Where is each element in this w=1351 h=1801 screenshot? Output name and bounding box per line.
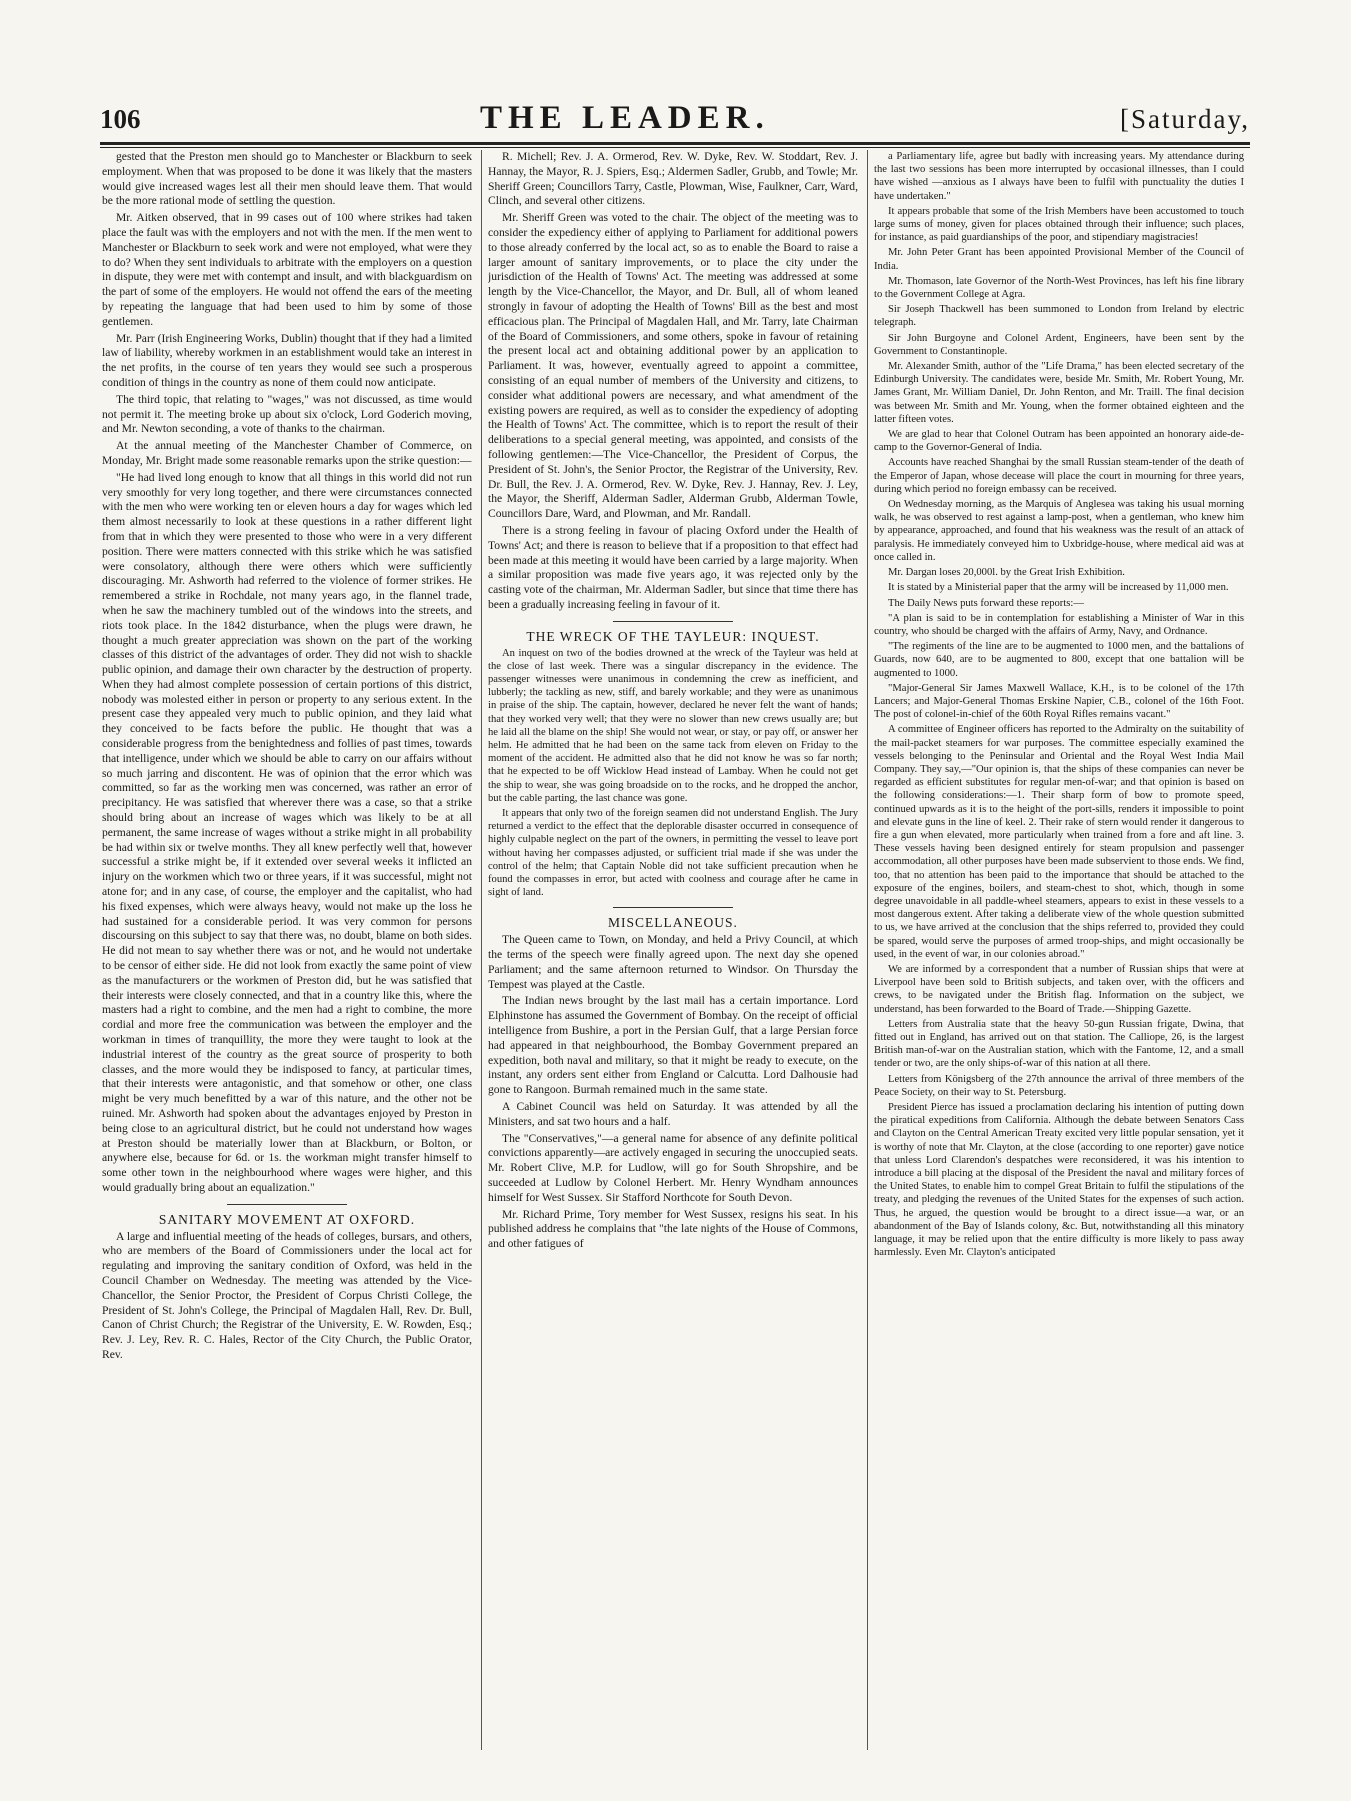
- paragraph: A committee of Engineer officers has reported to the Admiralty on the suitability of the mail-packet steamers for war purposes. The committee especially examined the vessels belonging to the Peninsular and Oriental and the Royal West India Mail Company. They say,—"Our opinion is, that the ships of these companies can never be regarded as efficient substitutes for regular men-of-war; and that opinion is based on the following considerations:—1. Their sharp form of bow to promote speed, continued upwards as it is to the height of the port-sills, renders it impossible to point and elevate guns in the line of keel. 2. Their rake of stern would render it dangerous to fire a gun when elevated, more particularly when trained from a fore and aft line. 3. These vessels having been designed entirely for steam propulsion and passenger accommodation, all other purposes have been made subservient to those ends. We find, too, that no attention has been paid to the importance that should be attached to the exposure of the engines, boilers, and steam-chest to shot, which, though in some degree unavoidable in all paddle-wheel steamers, appears to exist in these vessels to a most dangerous extent. After taking a deliberate view of the whole question submitted to us, we have arrived at the conclusion that the ships referred to, provided they could be spared, would serve the purposes of armed troop-ships, and might occasionally be used, in the event of war, in our colonies abroad.": [874, 724, 1244, 960]
- column-2: [488, 150, 858, 1770]
- paragraph: Letters from Australia state that the heavy 50-gun Russian frigate, Dwina, that fitted out in England, has arrived out on that station. The Calliope, 26, is the largest British man-of-war on the Australian station, which with the Fantome, 12, and a small tender or two, are the only ships-of-war of this nation at all there.: [874, 1018, 1244, 1070]
- paragraph: There is a strong feeling in favour of placing Oxford under the Health of Towns' Act; and there is reason to believe that if a proposition to that effect had been made at this meeting it would have been carried by a large majority. When a similar proposition was made five years ago, it was rejected only by the casting vote of the chairman, Mr. Alderman Sadler, but since that time there has been a gradually increasing feeling in favour of it.: [488, 523, 858, 611]
- section-heading-wreck: THE WRECK OF THE TAYLEUR: INQUEST.: [526, 628, 820, 644]
- paragraph: A large and influential meeting of the heads of colleges, bursars, and others, who are members of the Board of Commissioners under the local act for regulating and improving the sanitary condition of Oxford, was held in the Council Chamber on Wednesday. The meeting was attended by the Vice-Chancellor, the Senior Proctor, the President of Corpus Christi College, the President of St. John's College, the Principal of Magdalen Hall, Rev. Dr. Bull, Canon of Christ Church; the Registrar of the University, E. W. Rowden, Esq.; Rev. J. Ley, Rev. R. C. Hales, Rector of the City Church, the Public Orator, Rev.: [102, 1229, 472, 1361]
- paragraph: "Major-General Sir James Maxwell Wallace, K.H., is to be colonel of the 17th Lancers; and Major-General Thomas Erskine Napier, C.B., colonel of the 16th Foot. The post of colonel-in-chief of the 60th Royal Rifles remains vacant.": [874, 682, 1244, 721]
- column-3: [874, 150, 1244, 1770]
- paragraph: Mr. Parr (Irish Engineering Works, Dublin) thought that if they had a limited law of liability, whereby workmen in an establishment would take an interest in the net profits, in the course of ten years they would see such a prosperous condition of things in the country as none of them could now anticipate.: [102, 331, 472, 389]
- paragraph: Sir John Burgoyne and Colonel Ardent, Engineers, have been sent by the Government to Constantinople.: [874, 332, 1244, 357]
- paragraph: The Indian news brought by the last mail has a certain importance. Lord Elphinstone has assumed the Government of Bombay. On the receipt of official intelligence from Bushire, a port in the Persian Gulf, that a large Persian force had appeared in that neighbourhood, the Bombay Government prepared an expedition, both naval and military, so that it might be ready to execute, on the instant, any orders sent either from England or Calcutta. Lord Dalhousie had gone to Rangoon. Burmah remained much in the same state.: [488, 994, 858, 1097]
- masthead-rule-thin: [100, 147, 1250, 148]
- paragraph: On Wednesday morning, as the Marquis of Anglesea was taking his usual morning walk, he was observed to rest against a lamp-post, when a gentleman, who knew him by appearance, approached, and found that his weakness was the result of an attack of paralysis. He immediately conveyed him to Uxbridge-house, where medical aid was at once called in.: [874, 499, 1244, 563]
- section-separator: [613, 621, 733, 622]
- paragraph: R. Michell; Rev. J. A. Ormerod, Rev. W. Dyke, Rev. W. Stoddart, Rev. J. Hannay, the Mayor, R. J. Spiers, Esq.; Aldermen Sadler, Grubb, and Towle; Mr. Sheriff Green; Councillors Tarry, Castle, Plowman, Wise, Faulkner, Carr, Ward, Clinch, and several other citizens.: [488, 150, 858, 208]
- masthead: [100, 100, 1250, 142]
- paragraph: The Queen came to Town, on Monday, and held a Privy Council, at which the terms of the speech were finally agreed upon. The next day she opened Parliament; and the same afternoon returned to Windsor. On Thursday the Tempest was played at the Castle.: [488, 933, 858, 991]
- column-1-body: [102, 150, 472, 1196]
- paragraph: gested that the Preston men should go to Manchester or Blackburn to seek employment. When that was proposed to be done it was likely that the masters would give increased wages lest all their men should leave them. That would be the more rational mode of settling the question.: [102, 150, 472, 208]
- paragraph: The Daily News puts forward these reports:—: [888, 597, 1084, 609]
- paragraph: Mr. Sheriff Green was voted to the chair. The object of the meeting was to consider the expediency either of applying to Parliament for additional powers to those already conferred by the local act, so as to enable the Board to raise a larger amount of sanitary improvements, or to place the city under the jurisdiction of the Health of Towns' Act. The meeting was addressed at some length by the Vice-Chancellor, the Mayor, and Dr. Bull, all of whom leaned strongly in favour of adopting the Health of Towns' Bill as the best and most efficacious plan. The Principal of Magdalen Hall, and Mr. Tarry, late Chairman of the Board of Commissioners, and some others, spoke in favour of retaining the present local act and obtaining additional power by an application to Parliament. It was, however, eventually agreed to appoint a committee, consisting of an equal number of members of the University and citizens, to consider what additional powers are necessary, and what amendment of the existing powers are required, as well as to consider the expediency of adopting the Health of Towns' Act. The committee, which is to report the result of their deliberations to a special general meeting, was appointed, and consists of the following gentlemen:—The Vice-Chancellor, the President of Corpus, the President of St. John's, the Senior Proctor, the Registrar of the University, Rev. Dr. Bull, the Rev. J. A. Ormerod, Rev. W. Dyke, Rev. J. Hannay, Rev. J. Ley, the Mayor, the Sheriff, Alderman Sadler, Alderman Grubb, Alderman Towle, Councillors Dare, Ward, and Plowman, and Mr. Randall.: [488, 211, 858, 521]
- paragraph: President Pierce has issued a proclamation declaring his intention of putting down the piratical expeditions from California. Although the debate between Senators Cass and Clayton on the Central American Treaty excited very little popular sensation, yet it is worthy of note that Mr. Clayton, at the close (according to one reporter) gave notice that unless Lord Clarendon's despatches were reconsidered, it was his intention to introduce a bill placing at the disposal of the President the naval and military forces of the United States, to enable him to compel Great Britain to fulfil the stipulations of the treaty, and pledging the revenues of the United States for the expenses of such action. Thus, he argued, the question would be brought to a direct issue—a war, or an abandonment of the Bay of Islands colony, &c. But, notwithstanding all this minatory language, it may be relied upon that the entire difficulty is more likely to pass away harmlessly. Even Mr. Clayton's anticipated: [874, 1102, 1244, 1259]
- column-2-body: [488, 150, 858, 613]
- paragraph: Mr. Alexander Smith, author of the "Life Drama," has been elected secretary of the Edinburgh University. The candidates were, beside Mr. Smith, Mr. Robert Young, Mr. James Grant, Mr. William Daniel, Dr. John Renton, and Mr. Traill. The final decision was between Mr. Smith and Mr. Young, when the former obtained eighteen and the latter fifteen votes.: [874, 361, 1244, 425]
- paragraph: An inquest on two of the bodies drowned at the wreck of the Tayleur was held at the close of last week. There was a singular discrepancy in the evidence. The passenger witnesses were unanimous in condemning the crew as inefficient, and lubberly; the tackling as new, stiff, and barely workable; and they were as unanimous in praise of the ship. The captain, however, declared he never felt the want of hands; that they worked very well; that they were no slower than new crews usually are; but he laid all the blame on the ship! She would not wear, or stay, or pay off, or answer her helm. He admitted that he had been on the same tack from eleven on Friday to the moment of the accident. He admitted also that he did not know he was so far north; that he expected to be off Wicklow Head instead of Lambay. When he could not get the ship to wear, she was going broadside on to the rocks, and he dropped the anchor, but the cable parting, the last chance was gone.: [488, 647, 858, 804]
- paragraph: A Cabinet Council was held on Saturday. It was attended by all the Ministers, and sat two hours and a half.: [488, 1099, 858, 1128]
- column-divider: [481, 150, 482, 1750]
- paragraph: We are informed by a correspondent that a number of Russian ships that were at Liverpool have been sold to British subjects, and taken over, with the officers and crews, to be navigated under the British flag. Information on the subject, we understand, has been forwarded to the Board of Trade.—Shipping Gazette.: [874, 963, 1244, 1015]
- masthead-rule: [100, 142, 1250, 145]
- miscellaneous-article: [488, 933, 858, 1252]
- paragraph: "He had lived long enough to know that all things in this world did not run very smoothly for very long together, and there were circumstances connected with the men who were working ten or eleven hours a day for wages which led them almost necessarily to look at these questions in a rather different light from that in which they were presented to those who were in a very different position. There were matters connected with this strike which he was satisfied were consolatory, although there were others which were sufficiently discouraging. Mr. Ashworth had referred to the violence of former strikes. He remembered a strike in Rochdale, not many years ago, in the flannel trade, when he saw the machinery tumbled out of the windows into the streets, and riots took place. In the 1842 disturbance, when the plugs were drawn, he thought a much greater appreciation was shown on the part of the working classes of this district of the advantages of order. They did not wish to shackle public opinion, and damage their own character by the destruction of property. When they had almost complete possession of certain portions of this district, nobody was molested either in person or property to any serious extent. In the present case they appealed very much to public opinion, and they laid what they conceived to be facts before the public. He thought that was a considerable progress from the benightedness and follies of past times, towards that intelligence, under which we should be able to carry on our affairs without so much jarring and discontent. He was of opinion that the error which was committed, so far as the working men was concerned, was rather an error of precipitancy. He was satisfied that wherever there was a case, so that a strike should bring about an increase of wages which was likely to be at all permanent, the same increase of wages without a strike might in all probability be had within six or twelve months. They all knew perfectly well that, however successful a strike might be, if it extended over several weeks it inflicted an injury on the workmen which two or three years, if it was successful, might not atone for; and in any case, of course, the employer and the capitalist, who had his fixed expenses, which were always heavy, would not make up the loss he had sustained for a considerable period. It was very common for persons discoursing on this subject to say that there was, no doubt, blame on both sides. He did not mean to say whether there was or not, and he would not undertake to be censor of either side. He did not look from exactly the same point of view as the manufacturers or the workmen of Preston did, but he was satisfied that their interests were closely connected, and that in a country like this, where the masters had a right to combine, and the men had a right to combine, the more cordial and more free the communication was between the employer and the workman in times of tranquillity, the more they were taught to look at the industrial interest of the country as the great source of prosperity to both classes, and the more would they be indisposed to fancy, at particular times, that their interests were antagonistic, and that somehow or other, one class might be very much benefitted by a war of this nature, and the other not be ruined. Mr. Ashworth had spoken about the advantages enjoyed by Preston in being close to an agricultural district, but he could not understand how wages at Preston should be materially lower than at Blackburn, or Bolton, or anywhere else, because for 6d. or 1s. the workman might transfer himself to some other town in the neighbourhood where wages were higher, and this would gradually bring about an equalization.": [102, 470, 472, 1194]
- paragraph: Mr. Aitken observed, that in 99 cases out of 100 where strikes had taken place the fault was with the employers and not with the men. If the men went to Manchester or Blackburn to seek work and were not employed, what were they to do? When they sent individuals to arbitrate with the employers on a question in dispute, they were met with contempt and insult, and with blackguardism on the part of some of the employers. He would not offend the ears of the meeting by repeating the language that had been used to him by some of those gentlemen.: [102, 211, 472, 328]
- paragraph: Sir Joseph Thackwell has been summoned to London from Ireland by electric telegraph.: [874, 304, 1244, 329]
- paragraph: It appears probable that some of the Irish Members have been accustomed to touch large sums of money, given for places obtained through their influence; such places, for instance, as paid guardianships of the poor, and stipendiary magistracies!: [874, 205, 1244, 244]
- section-separator: [613, 907, 733, 908]
- paragraph: "The regiments of the line are to be augmented to 1000 men, and the battalions of Guards, now 640, are to be augmented to 800, except that one battalion will be augmented to 1000.: [874, 641, 1244, 679]
- column-divider: [867, 150, 868, 1750]
- paragraph: It appears that only two of the foreign seamen did not understand English. The Jury returned a verdict to the effect that the deplorable disaster occurred in consequence of highly culpable neglect on the part of the owners, in permitting the vessel to leave port without having her compasses adjusted, or sufficient trial made if she was under the control of the helm; that Captain Noble did not take sufficient precaution when he found the compasses in error, but acted with coolness and courage after he came in sight of land.: [488, 807, 858, 899]
- section-heading-miscellaneous: MISCELLANEOUS.: [608, 915, 738, 931]
- paragraph: It is stated by a Ministerial paper that the army will be increased by 11,000 men.: [888, 582, 1229, 594]
- paragraph: We are glad to hear that Colonel Outram has been appointed an honorary aide-de-camp to the Governor-General of India.: [874, 429, 1244, 454]
- section-heading-sanitary: SANITARY MOVEMENT AT OXFORD.: [158, 1211, 416, 1227]
- issue-day: [Saturday,: [1120, 104, 1250, 134]
- column-3-body: [874, 150, 1244, 1259]
- paragraph: Accounts have reached Shanghai by the small Russian steam-tender of the death of the Emperor of Japan, whose decease will place the court in mourning for three years, during which period no foreign embassy can be received.: [874, 457, 1244, 495]
- paragraph: Mr. Dargan loses 20,000l. by the Great Irish Exhibition.: [888, 567, 1125, 579]
- paragraph: Mr. Thomason, late Governor of the North-West Provinces, has left his fine library to the Government College at Agra.: [874, 275, 1244, 301]
- paragraph: Letters from Königsberg of the 27th announce the arrival of three members of the Peace Society, on their way to St. Petersburg.: [874, 1073, 1244, 1098]
- paragraph: Mr. John Peter Grant has been appointed Provisional Member of the Council of India.: [874, 247, 1244, 272]
- column-1: [102, 150, 472, 1770]
- paragraph: The "Conservatives,"—a general name for absence of any definite political convictions apparently—are actively engaged in securing the unoccupied seats. Mr. Robert Clive, M.P. for Ludlow, will go for South Shropshire, and be succeeded at Ludlow by Colonel Herbert. Mr. Henry Wyndham announces himself for West Sussex. Sir Stafford Northcote for South Devon.: [488, 1131, 858, 1204]
- sanitary-article: [102, 1230, 472, 1363]
- paragraph: The third topic, that relating to "wages," was not discussed, as time would not permit it. The meeting broke up about six o'clock, Lord Goderich moving, and Mr. Newton seconding, a vote of thanks to the chairman.: [102, 392, 472, 436]
- paragraph: Mr. Richard Prime, Tory member for West Sussex, resigns his seat. In his published address he complains that "the late nights of the House of Commons, and other fatigues of: [488, 1207, 858, 1251]
- paragraph: "A plan is said to be in contemplation for establishing a Minister of War in this country, who should be charged with the affairs of Army, Navy, and Ordnance.: [874, 612, 1244, 637]
- paragraph: a Parliamentary life, agree but badly with increasing years. My attendance during the last two sessions has been more interrupted by occasional illnesses, than I could have wished —anxious as I always have been to fulfil with punctuality the duties I have undertaken.": [874, 151, 1244, 202]
- wreck-article: [488, 647, 858, 900]
- section-separator: [227, 1204, 347, 1205]
- page-number: 106: [100, 104, 141, 134]
- newspaper-title: THE LEADER.: [480, 100, 770, 136]
- paragraph: At the annual meeting of the Manchester Chamber of Commerce, on Monday, Mr. Bright made some reasonable remarks upon the strike question:—: [102, 439, 472, 467]
